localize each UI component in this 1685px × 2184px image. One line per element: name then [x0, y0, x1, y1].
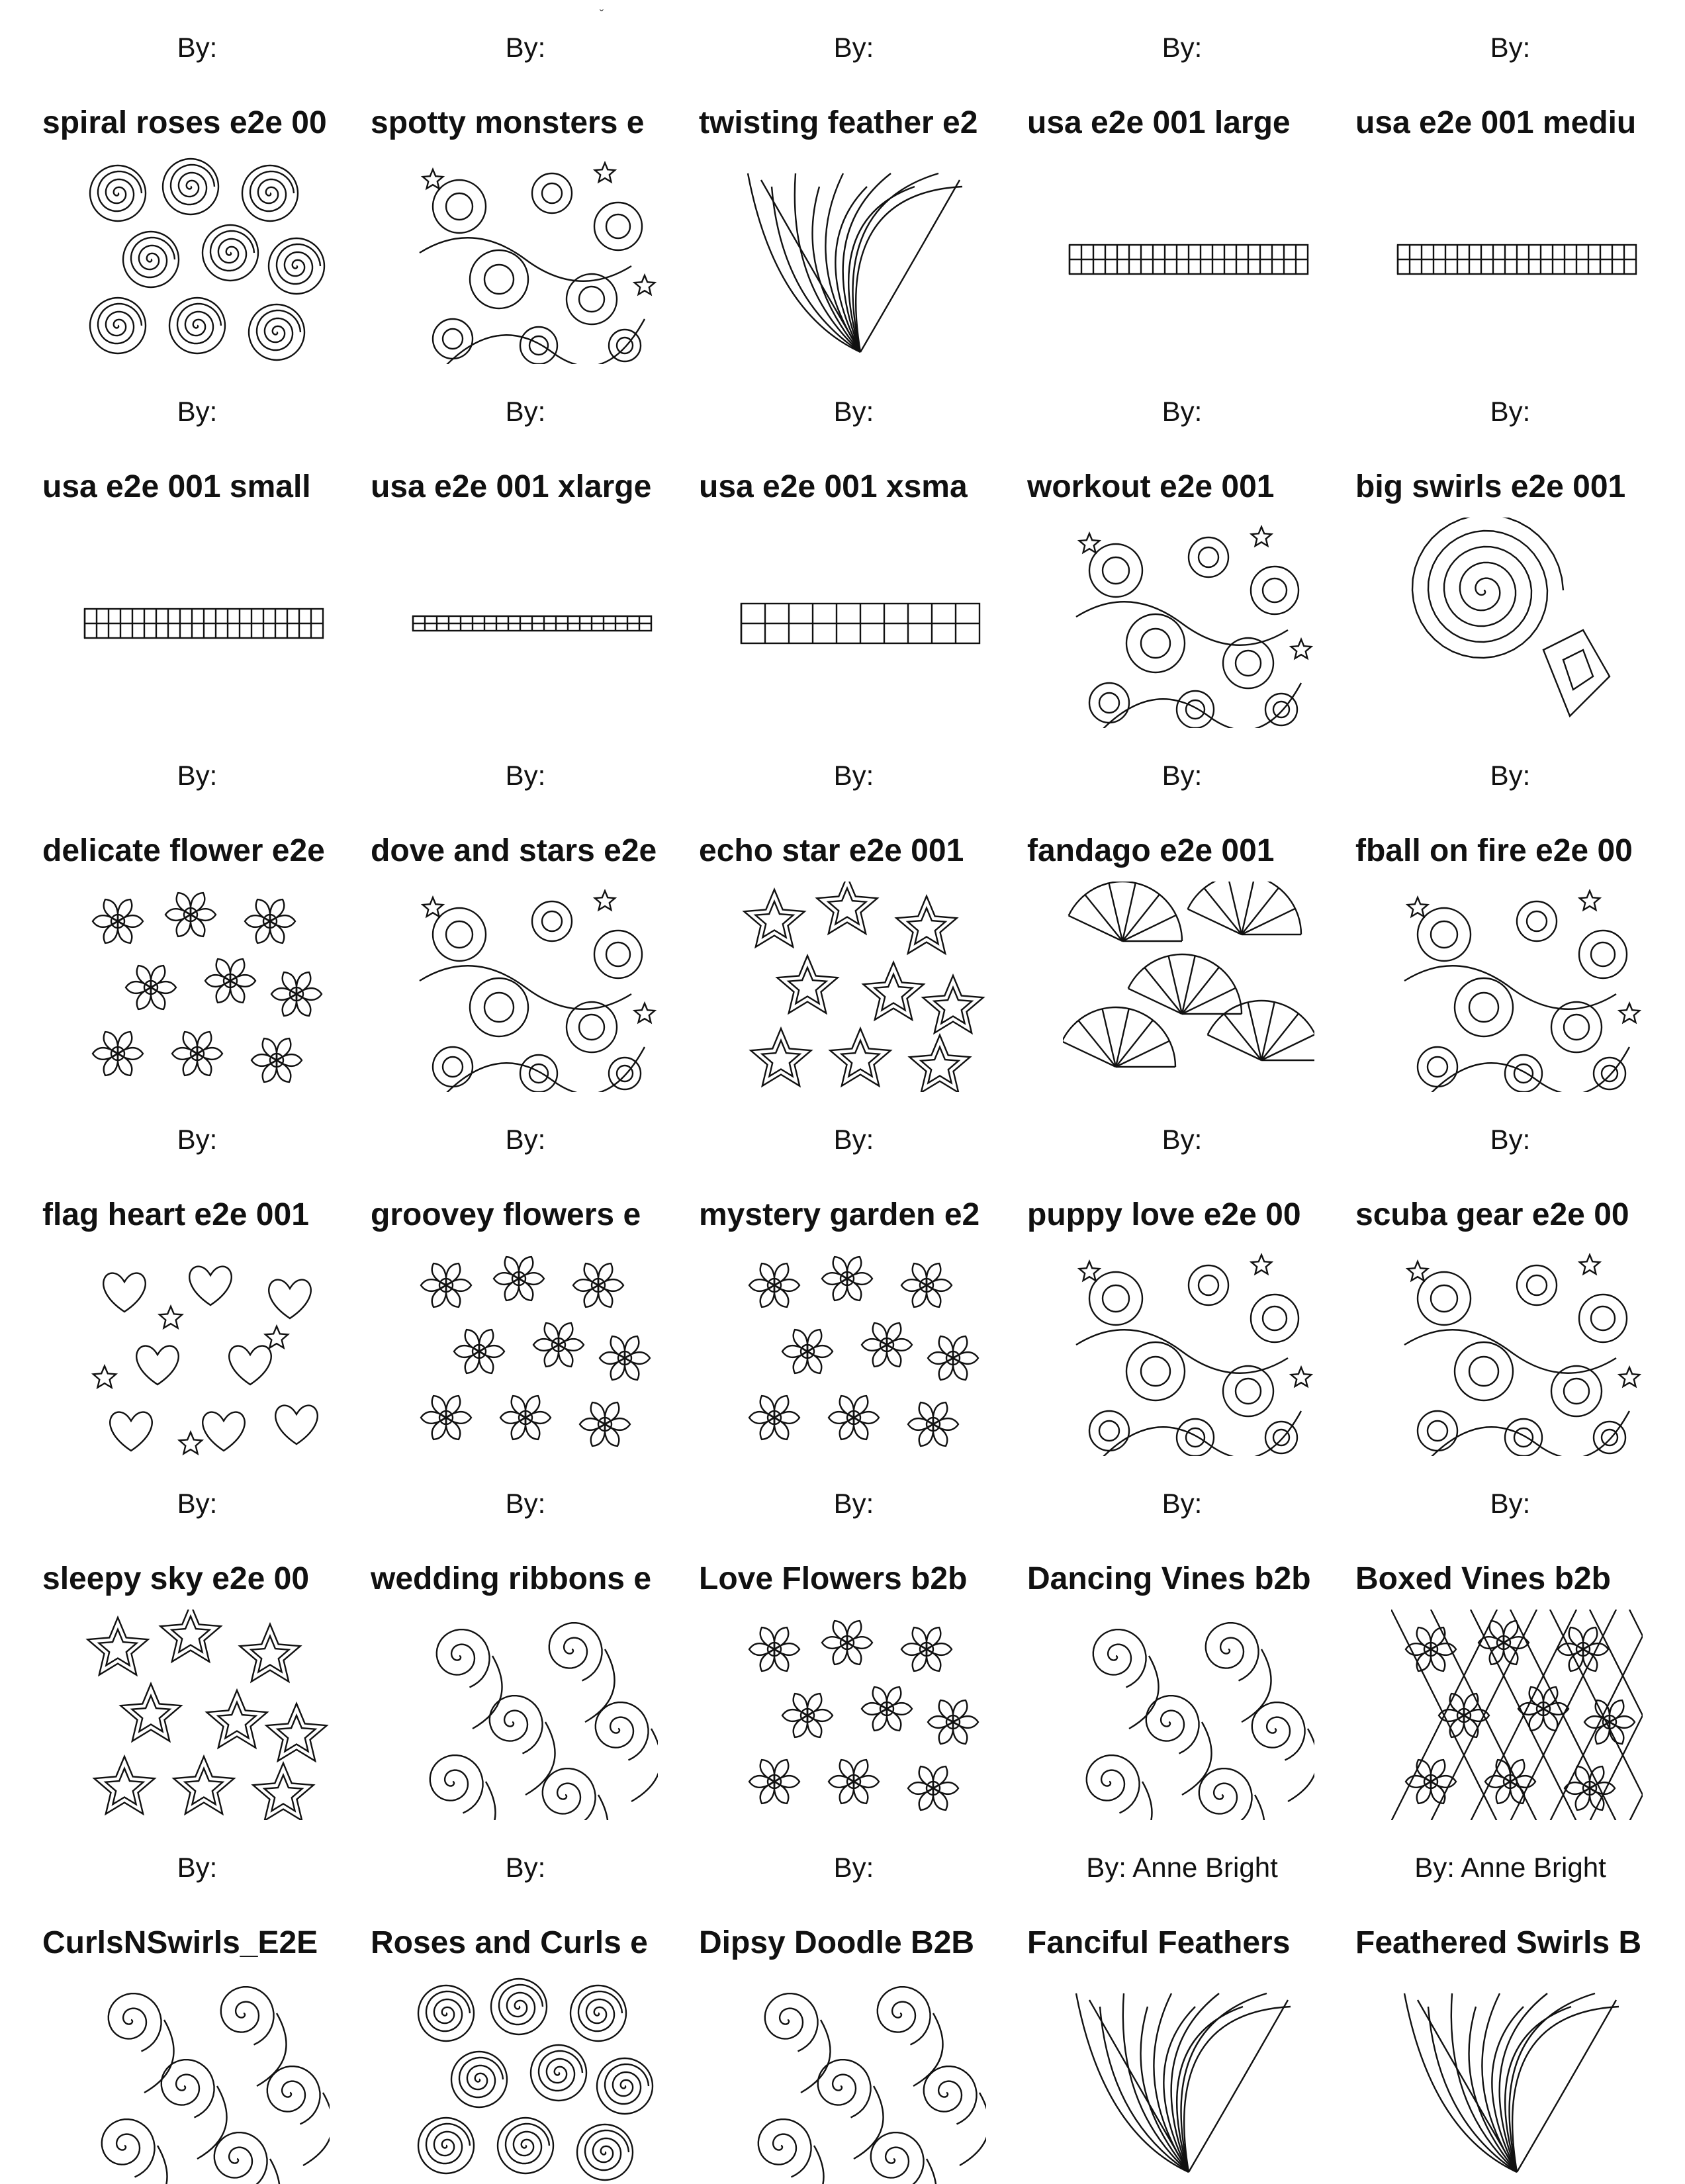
designer-label: By: [505, 396, 546, 427]
pattern-card [1346, 364, 1674, 728]
pattern-thumbnail [78, 1246, 330, 1456]
pattern-card [690, 1456, 1018, 1820]
pattern-name: usa e2e 001 mediu [1355, 105, 1637, 140]
pattern-name: Dancing Vines b2b [1027, 1561, 1311, 1596]
designer-label: By: [1490, 1124, 1531, 1155]
pattern-thumbnail [735, 518, 986, 728]
pattern-name: Boxed Vines b2b [1355, 1561, 1611, 1596]
pattern-thumbnail [1063, 1610, 1314, 1820]
pattern-name: usa e2e 001 small [42, 469, 311, 504]
designer-label: By: [833, 1488, 874, 1519]
pattern-name: sleepy sky e2e 00 [42, 1561, 310, 1596]
pattern-thumbnail [406, 518, 658, 728]
designer-label: By: Anne Bright [1086, 1852, 1278, 1883]
designer-label: By: [1161, 32, 1203, 63]
pattern-name: Love Flowers b2b [699, 1561, 968, 1596]
pattern-name: big swirls e2e 001 [1355, 469, 1626, 504]
pattern-card [1018, 1820, 1346, 2184]
pattern-thumbnail [735, 154, 986, 364]
designer-label: By: [833, 1124, 874, 1155]
designer-label: By: [505, 1852, 546, 1883]
designer-label: By: [505, 32, 546, 63]
pattern-thumbnail [78, 1610, 330, 1820]
pattern-name: scuba gear e2e 00 [1355, 1197, 1629, 1232]
designer-label: By: [1161, 1124, 1203, 1155]
pattern-name: echo star e2e 001 [699, 833, 964, 868]
pattern-card [33, 728, 361, 1092]
designer-label: By: [505, 760, 546, 791]
pattern-card [690, 728, 1018, 1092]
designer-label: By: [177, 760, 218, 791]
pattern-thumbnail [1063, 154, 1314, 364]
pattern-name: groovey flowers e [371, 1197, 641, 1232]
pattern-thumbnail [735, 1610, 986, 1820]
pattern-card [361, 0, 690, 364]
designer-label: By: [833, 396, 874, 427]
pattern-thumbnail [406, 154, 658, 364]
pattern-card [361, 1820, 690, 2184]
pattern-card [690, 0, 1018, 364]
pattern-card [690, 364, 1018, 728]
pattern-thumbnail [735, 1974, 986, 2184]
pattern-thumbnail [1391, 882, 1643, 1092]
pattern-name: Feathered Swirls B [1355, 1925, 1642, 1960]
designer-label: By: [1161, 396, 1203, 427]
pattern-name: usa e2e 001 large [1027, 105, 1291, 140]
pattern-card [690, 1092, 1018, 1456]
pattern-card [1018, 1092, 1346, 1456]
pattern-thumbnail [1063, 882, 1314, 1092]
pattern-card [1018, 0, 1346, 364]
pattern-name: wedding ribbons e [371, 1561, 652, 1596]
pattern-name: usa e2e 001 xlarge [371, 469, 652, 504]
pattern-name: usa e2e 001 xsma [699, 469, 968, 504]
pattern-card [1018, 1456, 1346, 1820]
pattern-card [33, 0, 361, 364]
pattern-card [361, 1456, 690, 1820]
pattern-name: spiral roses e2e 00 [42, 105, 327, 140]
pattern-thumbnail [1391, 518, 1643, 728]
pattern-name: Fanciful Feathers [1027, 1925, 1291, 1960]
pattern-card [33, 364, 361, 728]
designer-label: By: Anne Bright [1414, 1852, 1606, 1883]
pattern-card [33, 1456, 361, 1820]
pattern-thumbnail [78, 882, 330, 1092]
pattern-card [1018, 728, 1346, 1092]
designer-label: By: [833, 760, 874, 791]
pattern-thumbnail [735, 1246, 986, 1456]
pattern-thumbnail [78, 1974, 330, 2184]
designer-label: By: [177, 32, 218, 63]
pattern-thumbnail [735, 882, 986, 1092]
designer-label: By: [505, 1488, 546, 1519]
pattern-name: fball on fire e2e 00 [1355, 833, 1633, 868]
pattern-card [33, 1820, 361, 2184]
pattern-thumbnail [406, 1974, 658, 2184]
pattern-thumbnail [1063, 518, 1314, 728]
pattern-name: workout e2e 001 [1027, 469, 1275, 504]
pattern-catalog-grid [33, 0, 1674, 2184]
scan-mark: ˇ [600, 8, 604, 21]
pattern-thumbnail [78, 154, 330, 364]
pattern-card [1346, 1092, 1674, 1456]
pattern-card [690, 1820, 1018, 2184]
pattern-name: CurlsNSwirls_E2E [42, 1925, 318, 1960]
pattern-thumbnail [406, 1610, 658, 1820]
pattern-thumbnail [78, 518, 330, 728]
designer-label: By: [177, 1852, 218, 1883]
pattern-card [33, 1092, 361, 1456]
pattern-card [361, 728, 690, 1092]
pattern-name: delicate flower e2e [42, 833, 325, 868]
pattern-name: puppy love e2e 00 [1027, 1197, 1301, 1232]
designer-label: By: [1490, 32, 1531, 63]
pattern-card [361, 364, 690, 728]
pattern-name: flag heart e2e 001 [42, 1197, 309, 1232]
designer-label: By: [1161, 1488, 1203, 1519]
pattern-card [1346, 0, 1674, 364]
designer-label: By: [833, 32, 874, 63]
pattern-card [1346, 1820, 1674, 2184]
designer-label: By: [177, 1124, 218, 1155]
pattern-name: spotty monsters e [371, 105, 645, 140]
pattern-card [361, 1092, 690, 1456]
pattern-thumbnail [406, 1246, 658, 1456]
pattern-name: twisting feather e2 [699, 105, 978, 140]
pattern-name: Roses and Curls e [371, 1925, 648, 1960]
designer-label: By: [177, 1488, 218, 1519]
pattern-name: Dipsy Doodle B2B [699, 1925, 975, 1960]
pattern-thumbnail [1063, 1246, 1314, 1456]
pattern-card [1346, 1456, 1674, 1820]
pattern-name: mystery garden e2 [699, 1197, 980, 1232]
designer-label: By: [1490, 1488, 1531, 1519]
pattern-thumbnail [1391, 154, 1643, 364]
pattern-thumbnail [1391, 1610, 1643, 1820]
designer-label: By: [505, 1124, 546, 1155]
designer-label: By: [177, 396, 218, 427]
pattern-card [1018, 364, 1346, 728]
designer-label: By: [1490, 760, 1531, 791]
pattern-card [1346, 728, 1674, 1092]
pattern-name: dove and stars e2e [371, 833, 657, 868]
designer-label: By: [833, 1852, 874, 1883]
pattern-thumbnail [406, 882, 658, 1092]
pattern-name: fandago e2e 001 [1027, 833, 1275, 868]
pattern-thumbnail [1391, 1246, 1643, 1456]
designer-label: By: [1490, 396, 1531, 427]
pattern-thumbnail [1063, 1974, 1314, 2184]
pattern-thumbnail [1391, 1974, 1643, 2184]
designer-label: By: [1161, 760, 1203, 791]
